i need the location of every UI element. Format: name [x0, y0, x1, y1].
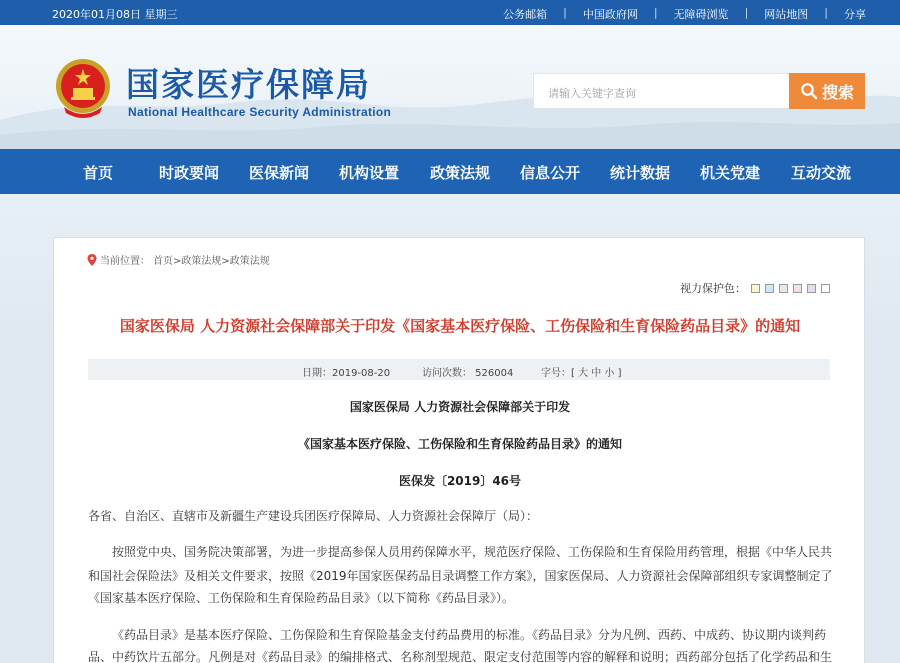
search-button[interactable]	[789, 73, 865, 109]
article-meta	[88, 359, 830, 380]
site-title-cn: 国家医疗保障局	[126, 65, 371, 104]
nav-policies[interactable]: 政策法规	[430, 164, 491, 182]
divider: |	[653, 6, 658, 19]
link-share[interactable]: 分享	[844, 8, 866, 21]
vision-label: 视力保护色：	[680, 282, 746, 295]
search-icon	[800, 82, 818, 100]
doc-number: 医保发〔2019〕46号	[398, 474, 522, 488]
article-panel	[53, 237, 865, 663]
nav-statistics[interactable]: 统计数据	[610, 164, 671, 182]
eye-protection-colors	[680, 280, 830, 296]
national-emblem-icon[interactable]	[54, 57, 112, 119]
site-title-en: National Healthcare Security Administration	[128, 105, 392, 119]
addressee: 各省、自治区、直辖市及新疆生产建设兵团医疗保障局、人力资源社会保障厅（局）：	[88, 509, 539, 523]
paragraph-line: 《药品目录》是基本医疗保险、工伤保险和生育保险基金支付药品费用的标准。《药品目录》分为凡例、西药、中成药、协议期内谈判药	[112, 628, 827, 642]
main-nav	[0, 149, 900, 194]
location-pin-icon	[87, 254, 97, 266]
divider: |	[744, 6, 749, 19]
link-mailbox[interactable]: 公务邮箱	[503, 8, 548, 21]
color-swatch-purple[interactable]	[807, 284, 816, 293]
search-button-label: 搜索	[821, 82, 854, 102]
color-swatch-gray[interactable]	[779, 284, 788, 293]
publish-date: 日期：2019-08-20	[302, 368, 391, 379]
nav-medical-news[interactable]: 医保新闻	[249, 164, 310, 182]
top-bar	[0, 0, 900, 25]
current-date: 2020年01月08日 星期三	[52, 8, 178, 21]
breadcrumb-label: 当前位置：	[100, 256, 150, 267]
paragraph-line: 按照党中央、国务院决策部署，为进一步提高参保人员用药保障水平，规范医疗保险、工伤保险和生育保险用药管理，根据《中华人民共	[112, 545, 833, 559]
font-size-switch[interactable]: 字号：[ 大 中 小 ]	[541, 368, 622, 379]
nav-news[interactable]: 时政要闻	[159, 164, 220, 182]
paragraph-line: 品、中药饮片五部分。凡例是对《药品目录》的编排格式、名称剂型规范、限定支付范围等内容的解释和说明；西药部分包括了化学药品和生	[88, 650, 833, 663]
color-swatch-blue[interactable]	[765, 284, 774, 293]
color-swatch-pink[interactable]	[793, 284, 802, 293]
doc-heading-1: 国家医保局 人力资源社会保障部关于印发	[349, 400, 571, 414]
site-header	[0, 25, 900, 149]
link-sitemap[interactable]: 网站地图	[764, 8, 809, 21]
nav-disclosure[interactable]: 信息公开	[520, 164, 581, 182]
nav-interaction[interactable]: 互动交流	[791, 164, 852, 182]
divider: |	[563, 6, 567, 19]
link-accessibility[interactable]: 无障碍浏览	[673, 8, 729, 21]
top-links	[503, 6, 866, 22]
breadcrumb	[87, 252, 270, 267]
article-title: 国家医保局 人力资源社会保障部关于印发《国家基本医疗保险、工伤保险和生育保险药品目录》的通知	[119, 317, 801, 335]
divider: |	[824, 6, 828, 19]
visit-count: 访问次数： 526004	[422, 368, 514, 379]
nav-home[interactable]: 首页	[83, 164, 114, 182]
breadcrumb-path[interactable]: 首页>政策法规>政策法规	[153, 256, 270, 267]
nav-party[interactable]: 机关党建	[700, 164, 761, 182]
link-gov-cn[interactable]: 中国政府网	[582, 8, 638, 21]
paragraph-line: 《国家基本医疗保险、工伤保险和生育保险药品目录》（以下简称《药品目录》）。	[88, 591, 515, 605]
doc-heading-2: 《国家基本医疗保险、工伤保险和生育保险药品目录》的通知	[297, 437, 622, 451]
color-swatch-white[interactable]	[821, 284, 830, 293]
color-swatch-yellow[interactable]	[751, 284, 760, 293]
paragraph-line: 和国社会保险法》及相关文件要求，按照《2019年国家医保药品目录调整工作方案》，国家医保局、人力资源社会保障部组织专家调整制定了	[88, 569, 833, 583]
nav-organization[interactable]: 机构设置	[339, 164, 400, 182]
search-input[interactable]: 请输入关键字查询	[533, 73, 789, 109]
